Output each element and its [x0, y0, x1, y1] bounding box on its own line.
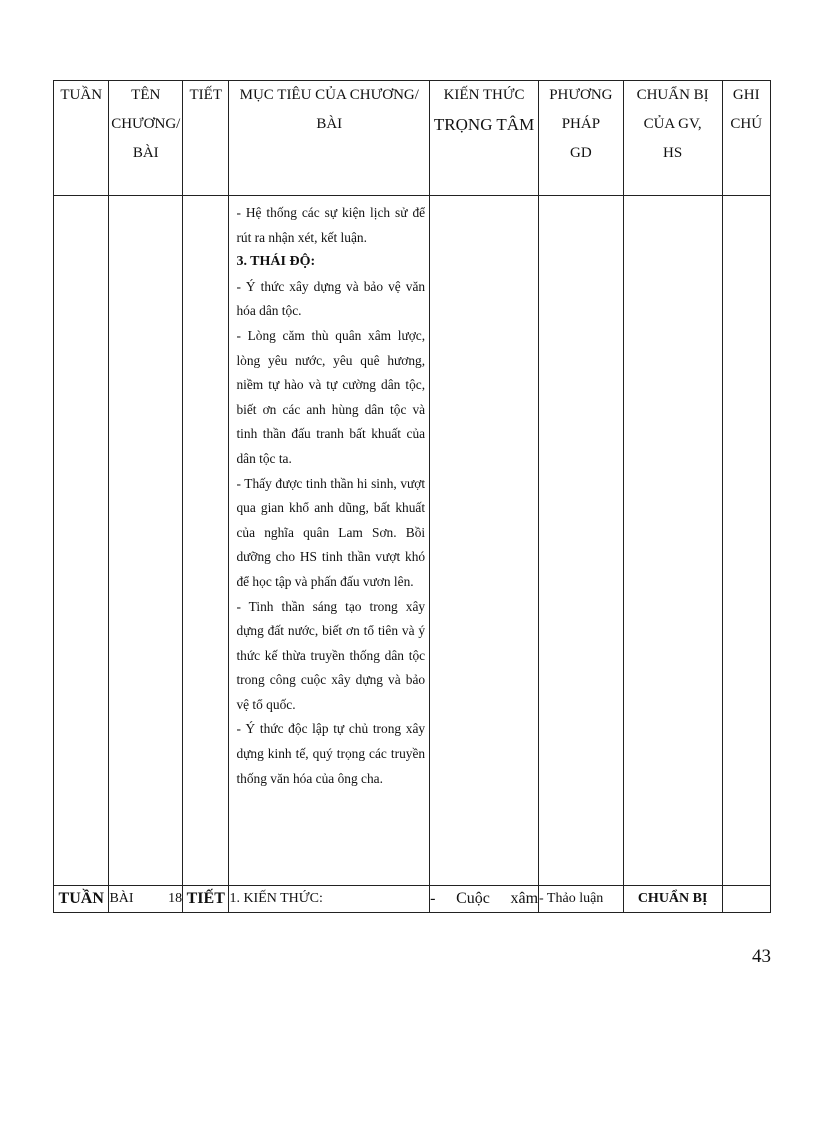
- next-lesson-row: [54, 886, 771, 913]
- cell-chuan-bi: [623, 196, 722, 886]
- cell-tuan: [54, 196, 109, 886]
- last-chuan-bi: CHUẨN BỊ: [623, 886, 722, 913]
- header-ghi-chu: GHI CHÚ: [722, 81, 770, 196]
- objective-item: - Ý thức độc lập tự chủ trong xây dựng kinh tế, quý trọng các truyền thống văn hóa của ông cha.: [236, 721, 426, 786]
- cell-kien-thuc: [430, 196, 539, 886]
- last-phuong-phap: - Thảo luận: [539, 886, 624, 913]
- last-tiet: TIẾT: [183, 886, 229, 913]
- objective-item: - Hệ thống các sự kiện lịch sử để rút ra nhận xét, kết luận.: [236, 205, 426, 245]
- content-row: [54, 196, 771, 886]
- header-ten-chuong-bai: TÊN CHƯƠNG/ BÀI: [109, 81, 183, 196]
- objective-heading: 3. THÁI ĐỘ:: [236, 254, 316, 270]
- cell-muc-tieu: [229, 196, 430, 886]
- last-tuan: TUẦN: [54, 886, 109, 913]
- header-muc-tieu: MỤC TIÊU CỦA CHƯƠNG/ BÀI: [229, 81, 430, 196]
- header-row: [54, 81, 771, 196]
- header-chuan-bi: CHUẨN BỊ CỦA GV, HS: [623, 81, 722, 196]
- objective-item: - Ý thức xây dựng và bảo vệ văn hóa dân tộc.: [236, 278, 426, 319]
- header-kien-thuc: KIẾN THỨC TRỌNG TÂM: [430, 81, 539, 196]
- cell-ghi-chu: [722, 196, 770, 886]
- objective-item: - Thấy được tinh thần hi sinh, vượt qua gian khổ anh dũng, bất khuất của nghĩa quân Lam Sơn. Bồi dưỡng cho HS tinh thần vượt khó để học tập và phấn đấu vươn lên.: [236, 475, 426, 589]
- cell-tiet: [183, 196, 229, 886]
- lesson-plan-table: [53, 80, 771, 913]
- cell-ten: [109, 196, 183, 886]
- last-kien-thuc: - Cuộc xâm: [430, 886, 539, 913]
- header-tuan: TUẦN: [54, 81, 109, 196]
- last-ghi-chu: [722, 886, 770, 913]
- cell-phuong-phap: [539, 196, 624, 886]
- page-number: 43: [752, 946, 771, 967]
- last-bai: BÀI 18: [109, 886, 183, 913]
- header-tiet: TIẾT: [183, 81, 229, 196]
- header-phuong-phap: PHƯƠNG PHÁP GD: [539, 81, 624, 196]
- objective-item: - Lòng căm thù quân xâm lược, lòng yêu nước, yêu quê hương, niềm tự hào và tự cường dân tộc, biết ơn các anh hùng dân tộc và tinh thần đấu tranh bất khuất của dân tộc ta.: [236, 327, 426, 466]
- last-muc-tieu: 1. KIẾN THỨC:: [229, 886, 430, 913]
- objective-item: - Tinh thần sáng tạo trong xây dựng đất nước, biết ơn tổ tiên và ý thức kế thừa truyền thống dân tộc trong công cuộc xây dựng và bảo vệ tổ quốc.: [236, 598, 426, 712]
